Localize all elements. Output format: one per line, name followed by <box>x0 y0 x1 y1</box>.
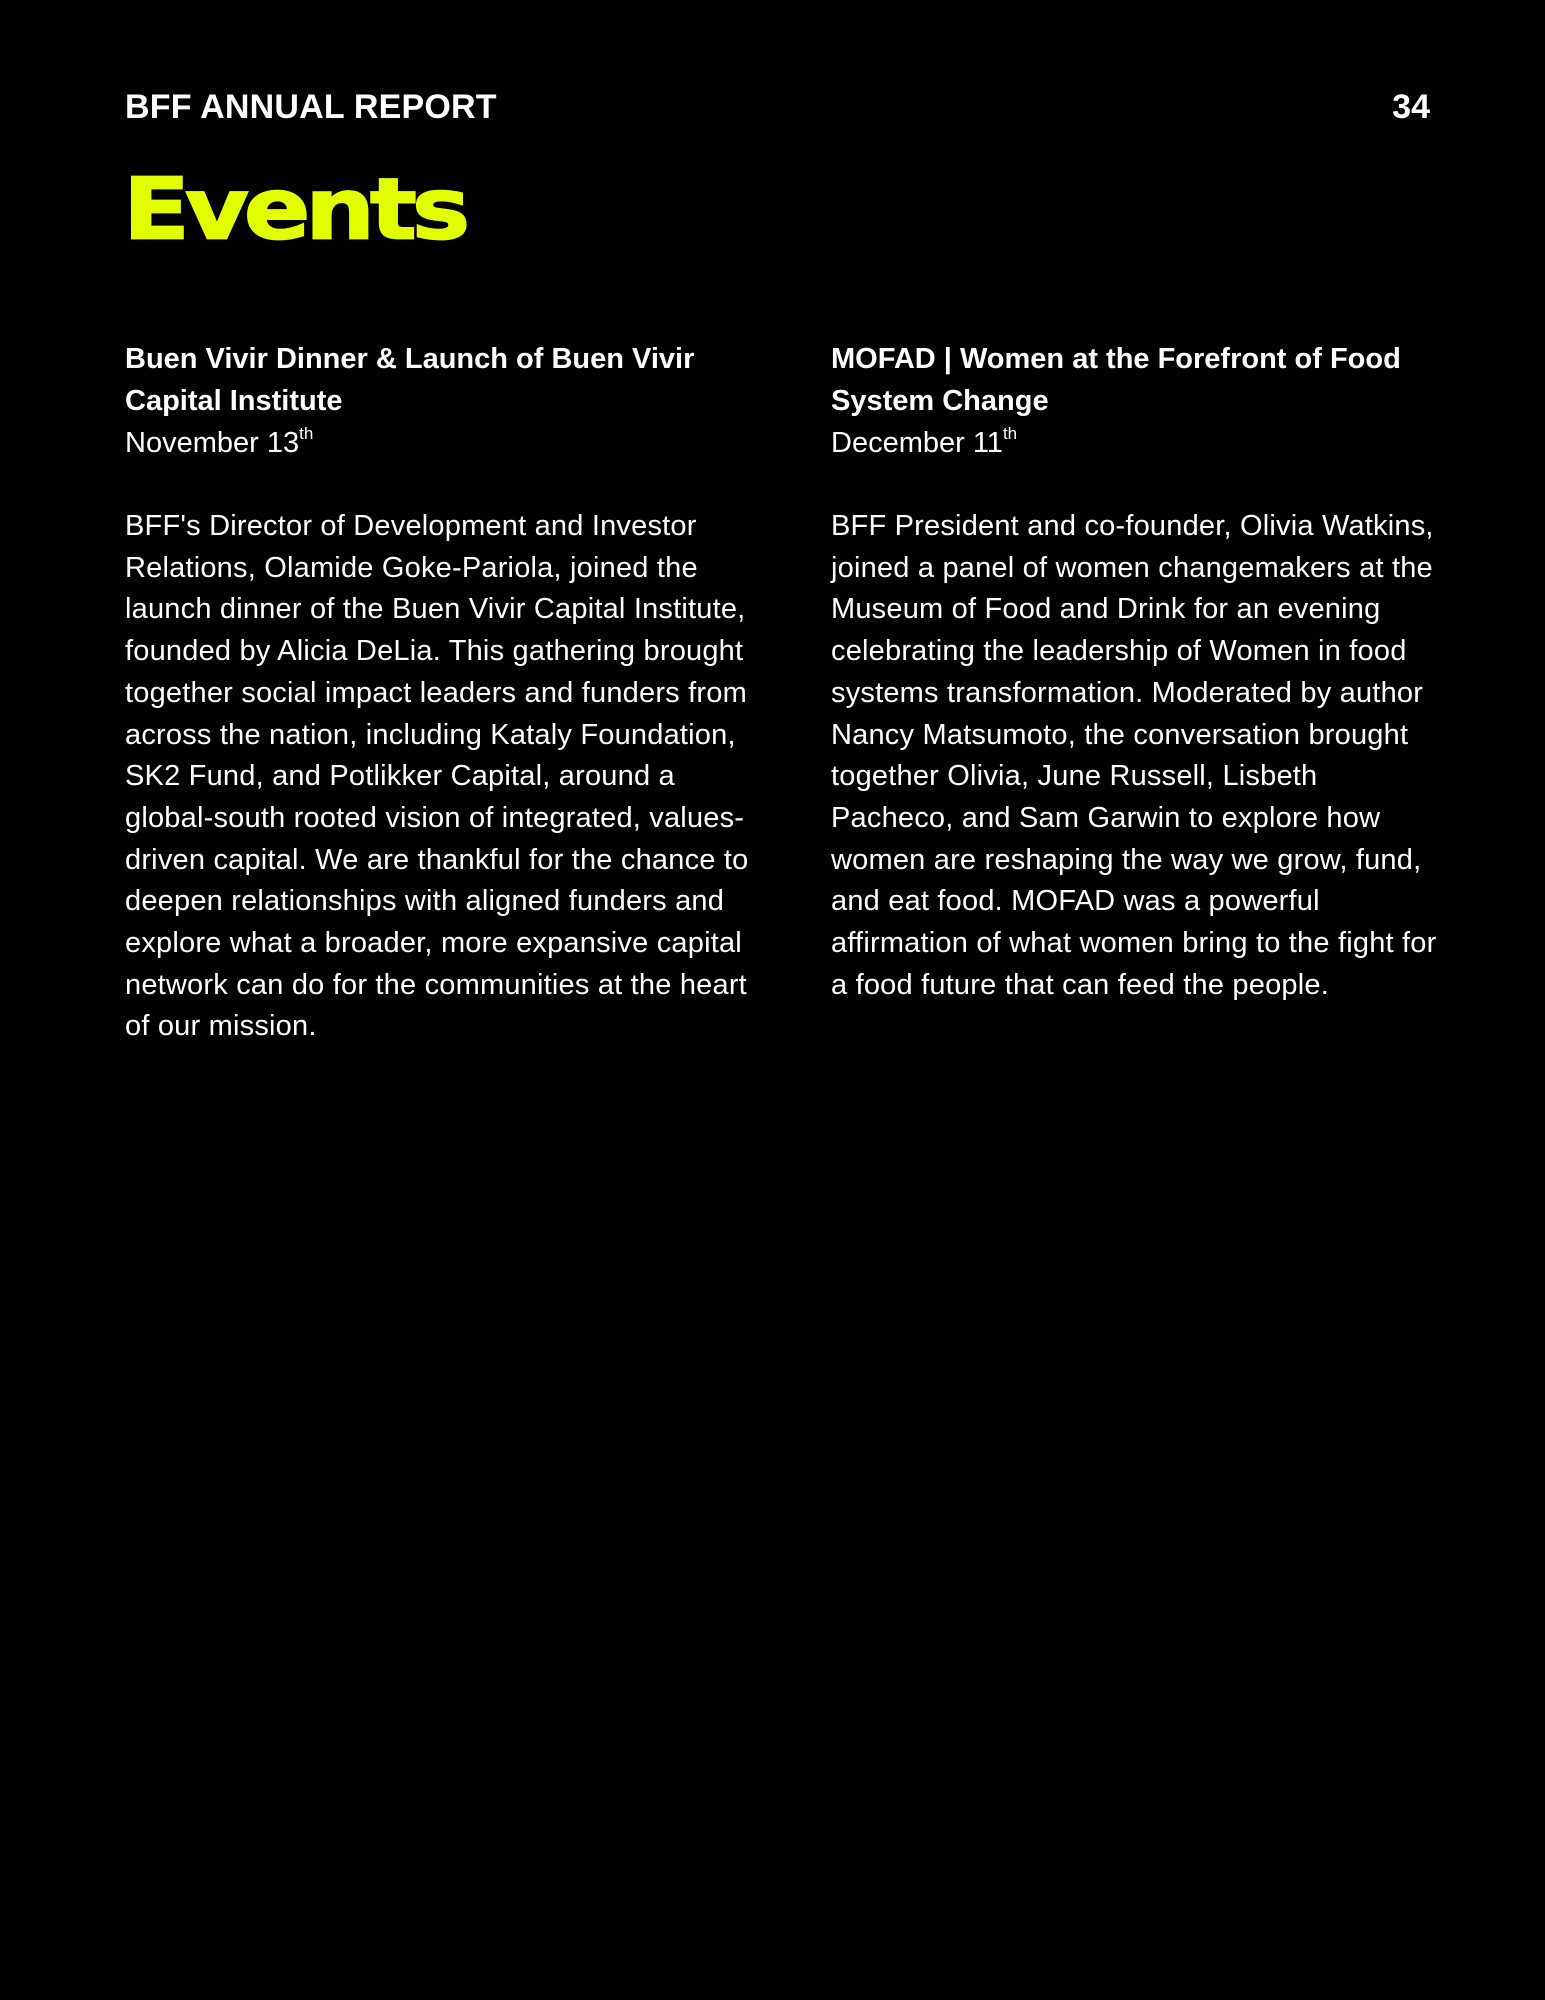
event-card-buen-vivir <box>125 338 765 1048</box>
event-description: BFF President and co-founder, Olivia Watkins, joined a panel of women changemakers at the Museum of Food and Drink for an evening celebrating the leadership of Women in food systems transformation. Moderated by author Nancy Matsumoto, the conversation brought together Olivia, June Russell, Lisbeth Pacheco, and Sam Garwin to explore how women are reshaping the way we grow, fund, and eat food. MOFAD was a powerful affirmation of what women bring to the fight for a food future that can feed the people. <box>831 510 1437 1001</box>
event-date <box>831 422 1445 464</box>
section-title: Events <box>123 161 466 260</box>
event-title: Buen Vivir Dinner & Launch of Buen Vivir Capital Institute <box>125 343 695 417</box>
report-title: BFF ANNUAL REPORT <box>125 87 497 126</box>
event-date-suffix: th <box>1002 424 1018 444</box>
events-columns <box>125 338 1445 1048</box>
page-header <box>125 82 1430 132</box>
event-date-suffix: th <box>299 424 314 444</box>
event-card-mofad <box>831 338 1445 1048</box>
event-title: MOFAD | Women at the Forefront of Food System Change <box>831 343 1401 417</box>
page-number: 34 <box>1392 87 1430 126</box>
event-date-text: December 11 <box>831 427 1003 459</box>
event-date-text: November 13 <box>125 427 300 459</box>
event-date <box>125 422 765 464</box>
event-description: BFF's Director of Development and Investor Relations, Olamide Goke-Pariola, joined the launch dinner of the Buen Vivir Capital Institute, founded by Alicia DeLia. This gathering brought together social impact leaders and funders from across the nation, including Kataly Foundation, SK2 Fund, and Potlikker Capital, around a global-south rooted vision of integrated, values-driven capital. We are thankful for the chance to deepen relationships with aligned funders and explore what a broader, more expansive capital network can do for the communities at the heart of our mission. <box>125 510 749 1043</box>
